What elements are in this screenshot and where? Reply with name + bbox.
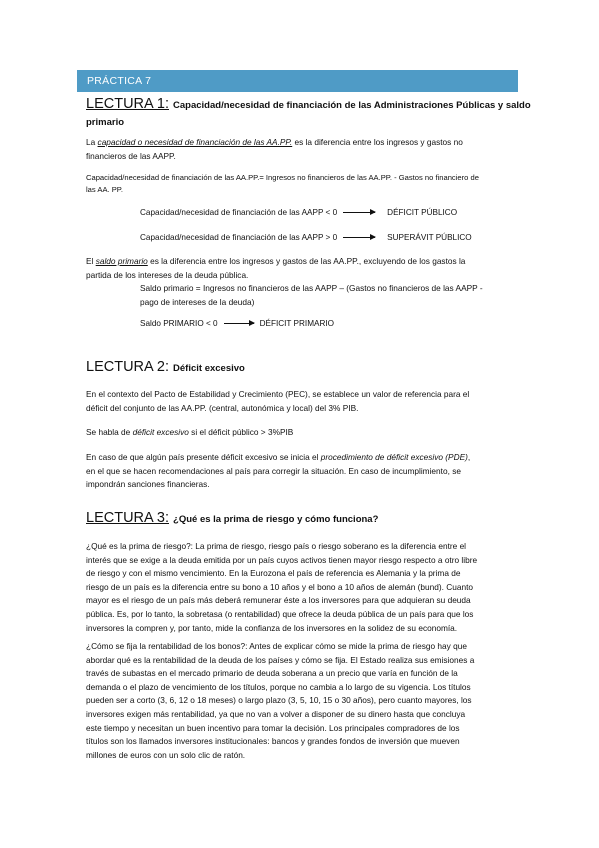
- text: Se habla de: [86, 427, 133, 437]
- rule-condition: Saldo PRIMARIO < 0: [140, 319, 218, 328]
- text-line: través de subastas en el mercado primario de deuda soberana a un precio que varía en función de la: [86, 668, 458, 679]
- text-line: riesgo de un país es la diferencia entre su bono a 10 años y el bono a 10 años de alemán (bund). Cuanto: [86, 581, 473, 592]
- text: si el déficit público > 3%PIB: [188, 427, 294, 437]
- text-line: títulos son los llamados inversores institucionales: bancos y grandes fondos de inversión que mueven: [86, 736, 460, 747]
- term-deficit-excesivo: déficit excesivo: [132, 427, 189, 437]
- text-line: pueden ser a corto (3, 6, 12 o 18 meses) o largo plazo (3, 5, 10, 15 o 30 años), pero cuanto mayores, los: [86, 695, 472, 706]
- lectura2-heading: LECTURA 2:: [86, 359, 169, 375]
- text: impondrán sanciones financieras.: [86, 479, 210, 490]
- text: ,: [467, 452, 471, 462]
- text: es la diferencia entre los ingresos y gastos de las AA.PP., excluyendo de los gastos la: [147, 256, 466, 266]
- text: partida de los intereses de la deuda pública.: [86, 269, 249, 280]
- lectura1-heading: LECTURA 1:: [86, 96, 169, 112]
- lectura3-question1: [86, 540, 518, 635]
- text-line: pública. Es, por lo tanto, la sobretasa (o rentabilidad) que ofrece la deuda pública de un país para que los: [86, 608, 474, 619]
- rule-result: SUPERÁVIT PÚBLICO: [387, 233, 472, 242]
- deficit-primario-rule: [140, 319, 334, 328]
- text-line: millones de euros con un solo clic de ratón.: [86, 749, 246, 760]
- text: En caso de que algún país presente déficit excesivo se inicia el: [86, 452, 321, 462]
- lectura1-subtitle: Capacidad/necesidad de financiación de las Administraciones Públicas y saldo: [173, 100, 531, 111]
- text: En el contexto del Pacto de Estabilidad y Crecimiento (PEC), se establece un valor de referencia para el: [86, 389, 470, 399]
- superavit-rule: [140, 233, 472, 242]
- formula-line: Saldo primario = Ingresos no financieros de las AAPP – (Gastos no financieros de las AAPP -: [140, 283, 483, 293]
- text: La: [86, 137, 98, 147]
- lectura2-deficit-excesivo: [86, 426, 518, 440]
- text-line: ¿Qué es la prima de riesgo?: La prima de riesgo, riesgo país o riesgo soberano es la diferencia entre el: [86, 541, 467, 551]
- text-line: demanda o el plazo de vencimiento de los títulos, porque no cambia a lo largo de su vigencia. Los títulos: [86, 681, 471, 692]
- rule-condition: Capacidad/necesidad de financiación de las AAPP < 0: [140, 208, 338, 217]
- lectura1-title-line2: [86, 113, 124, 129]
- text-line: mayor es el riesgo de un país más deberá remunerar éste a los inversores para que adquieran su deuda: [86, 595, 471, 606]
- text-line: de riesgo y con el mismo vencimiento. En la Eurozona el país de referencia es Alemania y la prima de: [86, 568, 461, 579]
- text-line: inversores exigen más rentabilidad, ya que no van a volver a disponer de su dinero hasta que concluya: [86, 708, 466, 719]
- arrow-right-icon: [343, 237, 375, 238]
- lectura2-pde: [86, 451, 518, 492]
- term-pde: procedimiento de déficit excesivo (PDE): [320, 452, 468, 462]
- text-line: inversores la compren y, por tanto, mide la confianza de los inversores en la solidez de su economía.: [86, 622, 458, 633]
- lectura3-question2: [86, 640, 518, 762]
- text-line: este tiempo y necesitan un buen incentivo para tomar la decisión. Los principales compradores de los: [86, 722, 460, 733]
- text: es la diferencia entre los ingresos y gastos no: [292, 137, 463, 147]
- text: en el que se hacen recomendaciones al país para corregir la situación. En caso de incumplimiento, se: [86, 465, 461, 476]
- lectura1-definition: [86, 136, 518, 163]
- rule-condition: Capacidad/necesidad de financiación de las AAPP > 0: [140, 233, 338, 242]
- lectura3-heading: LECTURA 3:: [86, 510, 169, 526]
- formula-line: Capacidad/necesidad de financiación de las AA.PP.= Ingresos no financieros de las AA.PP. - Gastos no financiero de: [86, 173, 479, 182]
- lectura3-title: [86, 510, 378, 526]
- text-line: ¿Cómo se fija la rentabilidad de los bonos?: Antes de explicar cómo se mide la prima de riesgo hay que: [86, 641, 467, 651]
- lectura3-subtitle: ¿Qué es la prima de riesgo y cómo funciona?: [173, 514, 379, 525]
- saldo-primario-formula: [140, 282, 518, 309]
- lectura1-formula: [86, 172, 518, 195]
- lectura1-subtitle-2: primario: [86, 117, 125, 128]
- term-saldo-primario: saldo primario: [95, 256, 148, 266]
- text: El: [86, 256, 96, 266]
- lectura2-subtitle: Déficit excesivo: [173, 363, 245, 374]
- arrow-right-icon: [224, 323, 254, 324]
- text-line: abordar qué es la rentabilidad de la deuda de los países y cómo se fija. El Estado realiza sus emisiones a: [86, 654, 475, 665]
- text: déficit del conjunto de las AA.PP. (central, autonómica y local) del 3% PIB.: [86, 402, 359, 413]
- lectura1-saldo-primario: [86, 255, 518, 282]
- text: financieros de las AAPP.: [86, 150, 176, 161]
- lectura2-title: [86, 359, 245, 375]
- arrow-right-icon: [343, 212, 375, 213]
- lectura2-pec: [86, 388, 518, 415]
- deficit-rule: [140, 208, 457, 217]
- formula-line: pago de intereses de la deuda): [140, 296, 255, 307]
- rule-result: DÉFICIT PRIMARIO: [259, 319, 335, 328]
- text-line: interés que se exige a la deuda emitida por un país cuyos activos tienen mayor riesgo respecto a otro libre: [86, 554, 478, 565]
- formula-line: las AA. PP.: [86, 184, 124, 194]
- practice-banner: PRÁCTICA 7: [77, 70, 518, 92]
- term-capacidad: capacidad o necesidad de financiación de las AA.PP.: [97, 137, 293, 147]
- lectura1-title: [86, 96, 531, 112]
- rule-result: DÉFICIT PÚBLICO: [387, 208, 458, 217]
